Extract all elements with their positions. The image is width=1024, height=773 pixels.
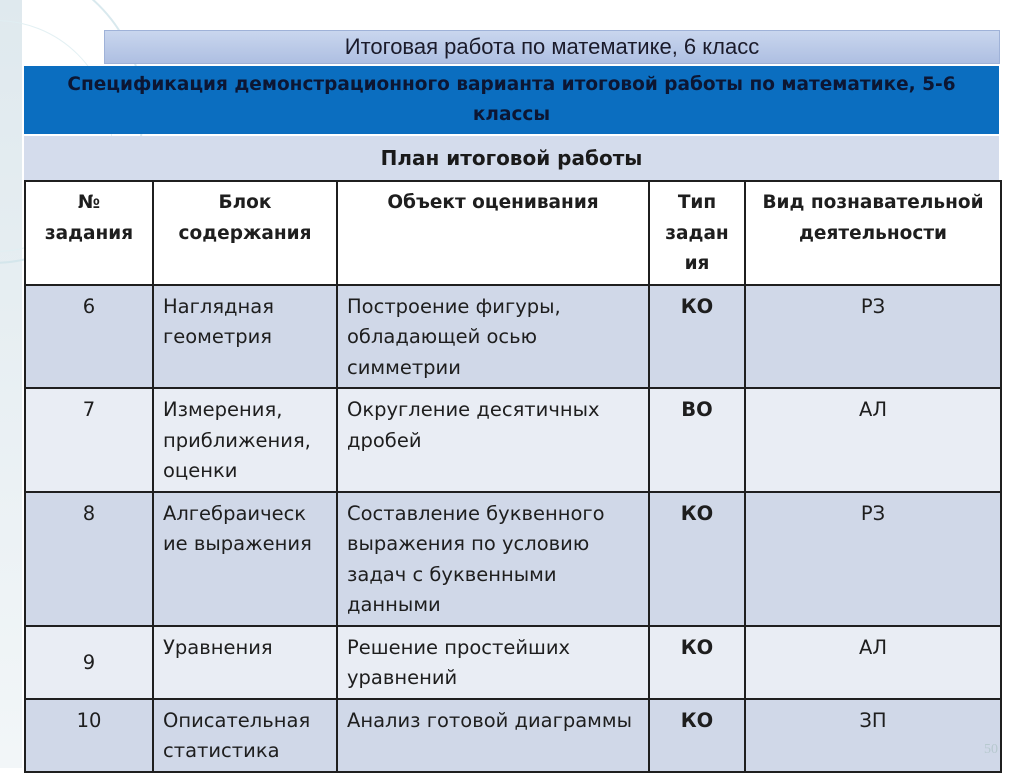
cell-block: Уравнения bbox=[153, 626, 337, 699]
cell-kind: РЗ bbox=[745, 492, 1001, 626]
header-type: Тип задан ия bbox=[649, 181, 745, 285]
cell-object: Округление десятичных дробей bbox=[337, 388, 649, 492]
cell-type: КО bbox=[649, 699, 745, 772]
page-number: 50 bbox=[984, 742, 998, 757]
slide-title-bar bbox=[104, 30, 1000, 64]
cell-kind: АЛ bbox=[745, 626, 1001, 699]
cell-kind: РЗ bbox=[745, 285, 1001, 389]
table-row bbox=[25, 388, 1001, 492]
header-object: Объект оценивания bbox=[337, 181, 649, 285]
cell-type: ВО bbox=[649, 388, 745, 492]
cell-kind: ЗП bbox=[745, 699, 1001, 772]
slide-title: Итоговая работа по математике, 6 класс bbox=[344, 34, 760, 59]
plan-title-bar bbox=[24, 136, 999, 180]
cell-kind: АЛ bbox=[745, 388, 1001, 492]
plan-table bbox=[24, 180, 1002, 773]
cell-block: Измерения, приближения, оценки bbox=[153, 388, 337, 492]
cell-num: 10 bbox=[25, 699, 153, 772]
header-kind: Вид познавательной деятельности bbox=[745, 181, 1001, 285]
header-num: № задания bbox=[25, 181, 153, 285]
cell-object: Построение фигуры, обладающей осью симметрии bbox=[337, 285, 649, 389]
table-row bbox=[25, 699, 1001, 772]
table-row bbox=[25, 285, 1001, 389]
cell-type: КО bbox=[649, 492, 745, 626]
cell-num: 8 bbox=[25, 492, 153, 626]
table-row bbox=[25, 626, 1001, 699]
cell-object: Анализ готовой диаграммы bbox=[337, 699, 649, 772]
cell-block: Описательная статистика bbox=[153, 699, 337, 772]
cell-object: Решение простейших уравнений bbox=[337, 626, 649, 699]
cell-num: 6 bbox=[25, 285, 153, 389]
cell-object: Составление буквенного выражения по условию задач с буквенными данными bbox=[337, 492, 649, 626]
cell-type: КО bbox=[649, 626, 745, 699]
cell-num: 9 bbox=[25, 626, 153, 699]
plan-title: План итоговой работы bbox=[380, 146, 643, 170]
header-block: Блок содержания bbox=[153, 181, 337, 285]
cell-type: КО bbox=[649, 285, 745, 389]
cell-block: Наглядная геометрия bbox=[153, 285, 337, 389]
table-row bbox=[25, 492, 1001, 626]
cell-block: Алгебраическ ие выражения bbox=[153, 492, 337, 626]
table-header-row bbox=[25, 181, 1001, 285]
specification-banner bbox=[24, 66, 999, 134]
specification-text: Спецификация демонстрационного варианта итоговой работы по математике, 5-6 классы bbox=[67, 74, 956, 125]
cell-num: 7 bbox=[25, 388, 153, 492]
